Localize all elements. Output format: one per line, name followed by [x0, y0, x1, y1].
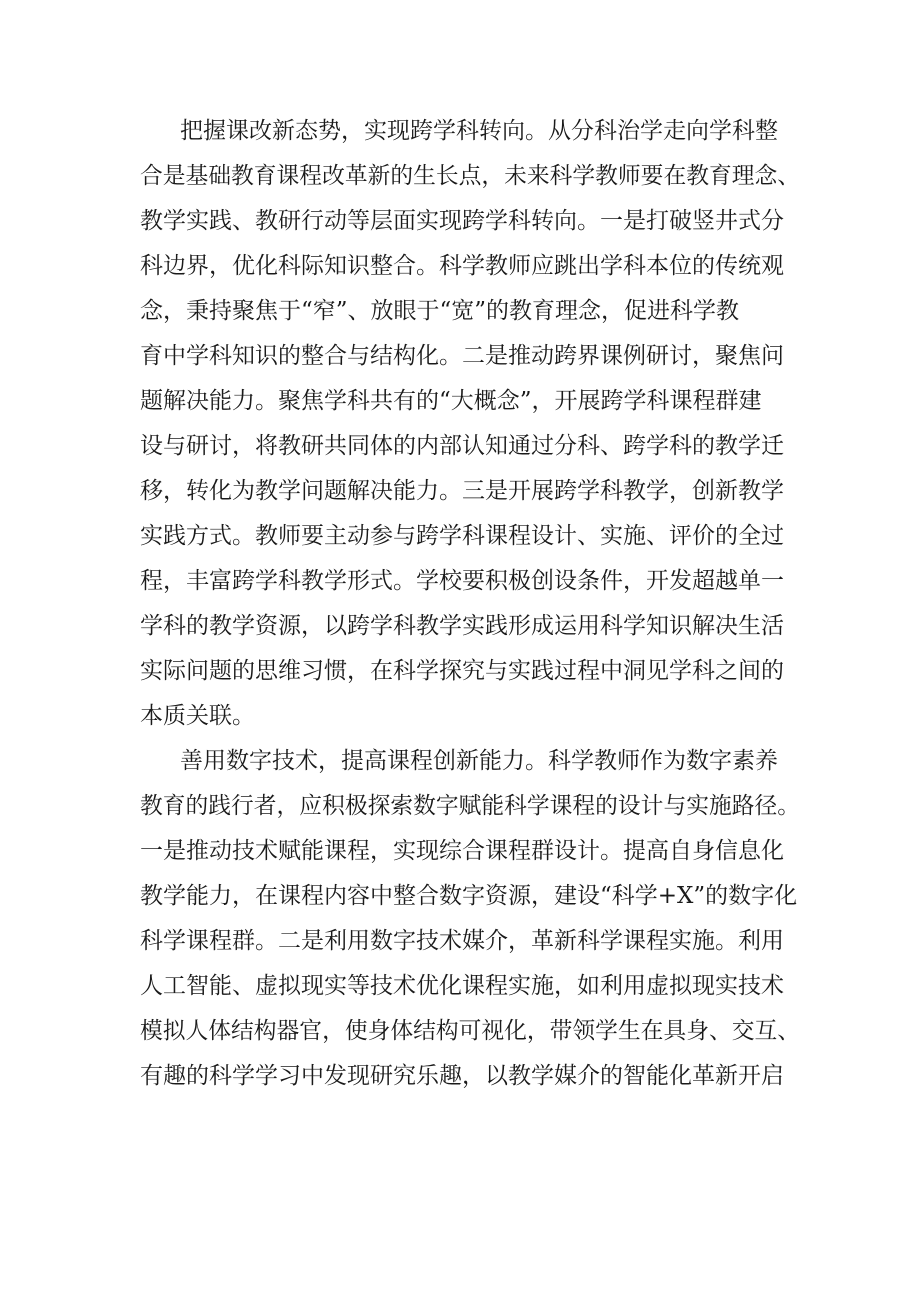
text-line: 设与研讨，将教研共同体的内部认知通过分科、跨学科的教学迁: [140, 433, 784, 459]
text-line: 移，转化为教学问题解决能力。三是开展跨学科教学，创新教学: [140, 478, 784, 504]
text-line: 育中学科知识的整合与结构化。二是推动跨界课例研讨，聚焦问: [140, 343, 784, 369]
text-line: 题解决能力。聚焦学科共有的“大概念”，开展跨学科课程群建: [140, 388, 762, 414]
text-line: 程，丰富跨学科教学形式。学校要积极创设条件，开发超越单一: [140, 568, 784, 594]
text-line: 本质关联。: [140, 703, 255, 729]
text-line: 合是基础教育课程改革新的生长点，未来科学教师要在教育理念、: [140, 163, 800, 189]
text-line: 把握课改新态势，实现跨学科转向。从分科治学走向学科整: [180, 118, 778, 144]
text-line: 教学实践、教研行动等层面实现跨学科转向。一是打破竖井式分: [140, 208, 784, 234]
text-line: 实践方式。教师要主动参与跨学科课程设计、实施、评价的全过: [140, 523, 784, 549]
text-line: 教学能力，在课程内容中整合数字资源，建设“科学+X”的数字化: [140, 883, 798, 909]
text-line: 科学课程群。二是利用数字技术媒介，革新科学课程实施。利用: [140, 928, 784, 954]
text-line: 念，秉持聚焦于“窄”、放眼于“宽”的教育理念，促进科学教: [140, 298, 740, 324]
text-line: 一是推动技术赋能课程，实现综合课程群设计。提高自身信息化: [140, 838, 784, 864]
text-line: 人工智能、虚拟现实等技术优化课程实施，如利用虚拟现实技术: [140, 973, 784, 999]
text-line: 有趣的科学学习中发现研究乐趣，以教学媒介的智能化革新开启: [140, 1063, 784, 1089]
text-line: 科边界，优化科际知识整合。科学教师应跳出学科本位的传统观: [140, 253, 784, 279]
text-line: 实际问题的思维习惯，在科学探究与实践过程中洞见学科之间的: [140, 658, 784, 684]
text-line: 模拟人体结构器官，使身体结构可视化，带领学生在具身、交互、: [140, 1018, 800, 1044]
text-line: 教育的践行者，应积极探索数字赋能科学课程的设计与实施路径。: [140, 793, 800, 819]
text-line: 学科的教学资源，以跨学科教学实践形成运用科学知识解决生活: [140, 613, 784, 639]
text-line: 善用数字技术，提高课程创新能力。科学教师作为数字素养: [180, 748, 778, 774]
